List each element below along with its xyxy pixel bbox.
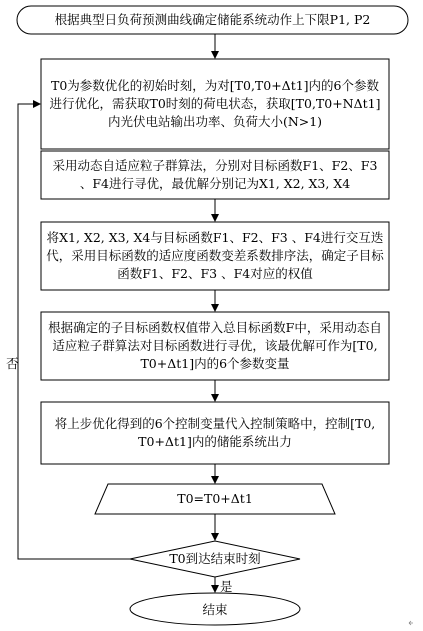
step5-text: 将上步优化得到的6个控制变量代入控制策略中，控制[T0, T0+Δt1]内的储能系统出力 (54, 416, 376, 449)
decision-node (130, 541, 300, 577)
yes-branch-label: 是 (220, 579, 233, 594)
step3-box (41, 222, 389, 290)
step3-text: 将X1, X2, X3, X4与目标函数F1、F2、F3 、F4进行交互迭代，采用目标函数的适应度函数变差系数排序法，确定子目标函数F1、F2、F3 、F4对应的权值 (46, 230, 384, 281)
step2-text: 采用动态自适应粒子群算法，分别对目标函数F1、F2、F3 、F4进行寻优，最优解分别记为X1, X2, X3, X4 (52, 158, 378, 191)
update-text: T0=T0+Δt1 (177, 491, 253, 506)
step4-box (41, 312, 389, 380)
end-text: 结束 (202, 601, 228, 617)
step2-box (41, 151, 389, 199)
step5-box (41, 402, 389, 464)
start-terminal (17, 6, 408, 34)
step4-text: 根据确定的子目标函数权值带入总目标函数F中，采用动态自适应粒子群算法对目标函数进行寻优，该最优解可作为[T0, T0+Δt1]内的6个参数变量 (48, 320, 382, 371)
step1-text: T0为参数优化的初始时刻，为对[T0,T0+Δt1]内的6个参数进行优化，需获取T0时刻的荷电状态，获取[T0,T0+NΔt1]内光伏电站输出功率、负荷大小(N>1) (49, 78, 381, 129)
step1-box (41, 59, 389, 149)
start-text: 根据典型日负荷预测曲线确定储能系统动作上下限P1, P2 (54, 12, 371, 27)
end-terminal (130, 593, 300, 626)
decision-text: T0到达结束时刻 (169, 551, 261, 566)
no-branch-label: 否 (6, 356, 19, 371)
update-step (95, 484, 335, 514)
paragraph-mark-icon (409, 621, 413, 625)
